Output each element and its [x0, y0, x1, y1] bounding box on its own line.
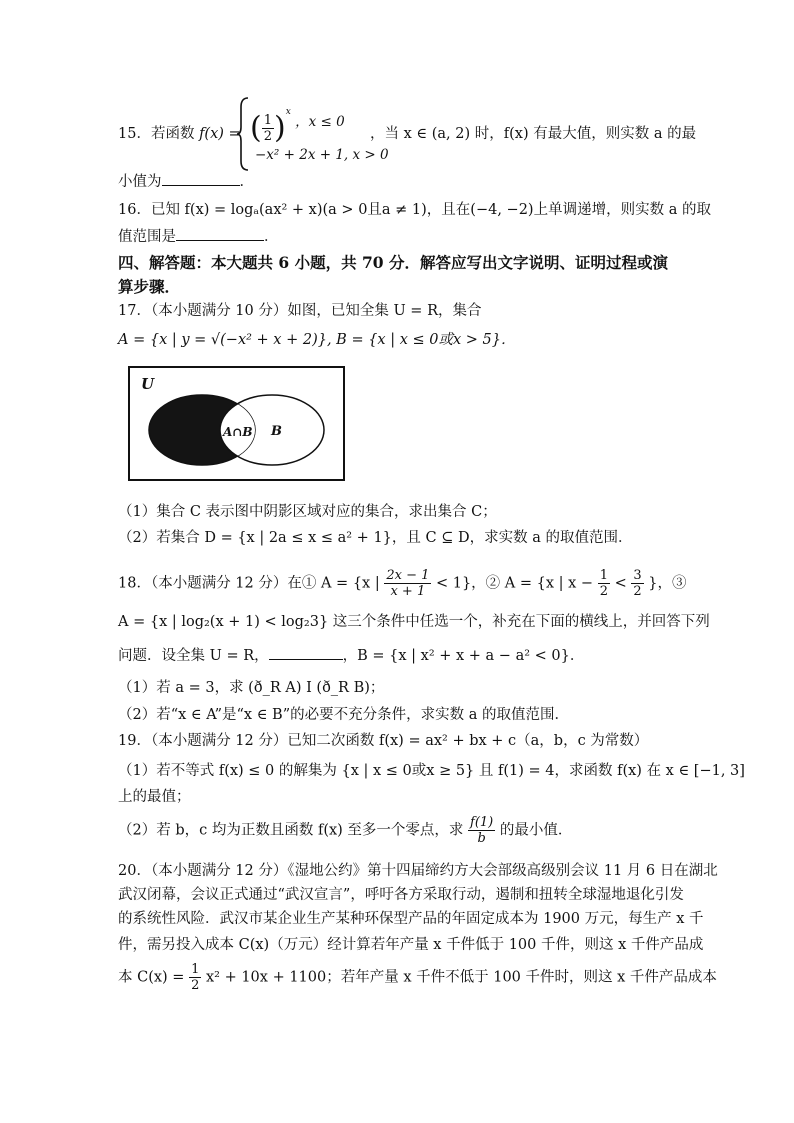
q18-frac1-den: x + 1: [390, 584, 426, 599]
q19-line2: （1）若不等式 f(x) ≤ 0 的解集为 {x | x ≤ 0或x ≥ 5} 且 f(1) = 4，求函数 f(x) 在 x ∈ [−1, 3]: [118, 763, 745, 779]
q15-half-num: 1: [263, 113, 272, 128]
q15-answer-blank[interactable]: [162, 171, 240, 186]
q15-line2: 小值为 ．: [118, 171, 254, 193]
q19-line3: 上的最值；: [118, 789, 191, 805]
q18-line1: [118, 568, 686, 599]
venn-diagram: [128, 366, 346, 482]
q15-brace: [236, 97, 250, 171]
q17-sub2: （2）若集合 D = {x | 2a ≤ x ≤ a² + 1}，且 C ⊆ D，求实数 a 的取值范围．: [118, 530, 633, 546]
q16-line1: 16．已知 f(x) = logₐ(ax² + x)(a > 0且a ≠ 1)，且在(−4, −2)上单调递增，则实数 a 的取: [118, 202, 711, 218]
q17-line1: 17．（本小题满分 10 分）如图，已知全集 U = R，集合: [118, 303, 482, 319]
q19-line4-a: （2）若 b，c 均为正数且函数 f(x) 至多一个零点，求: [118, 822, 464, 839]
q18-line3-b: ，B = {x | x² + x + a − a² < 0}．: [342, 648, 585, 664]
q15-case1-cond: ，x ≤ 0: [295, 114, 345, 130]
q18-line3-a: 问题．设全集 U = R，: [118, 648, 269, 664]
q15-case1: ( $\frac{1}{2}$ )$^x$ ，x ≤ 0: [250, 107, 345, 146]
q16-line2: 值范围是 ．: [118, 226, 279, 248]
q15-rest: ，当 x ∈ (a, 2) 时，f(x) 有最大值，则实数 a 的最: [370, 126, 697, 142]
q15-prefix: 15．若函数: [118, 126, 195, 142]
venn-label-ab: A∩B: [223, 425, 253, 439]
q18-frac3-den: 2: [633, 584, 642, 599]
q18-line1-a: 18．（本小题满分 12 分）在① A = {x |: [118, 575, 380, 592]
q18-frac3-num: 3: [633, 568, 642, 583]
q18-line1-c: <: [614, 575, 627, 592]
q18-line1-d: }，③: [648, 575, 687, 592]
q20-frac-den: 2: [191, 978, 200, 993]
section4-line1: 四、解答题：本大题共 6 小题，共 70 分．解答应写出文字说明、证明过程或演: [118, 253, 668, 272]
q18-frac2-num: 1: [599, 568, 608, 583]
q20-line1: 20．（本小题满分 12 分）《湿地公约》第十四届缔约方大会部级高级别会议 11 月 6 日在湖北: [118, 863, 718, 879]
q19-line1: 19．（本小题满分 12 分）已知二次函数 f(x) = ax² + bx + c（a，b，c 为常数）: [118, 733, 649, 749]
q20-line5-a: 本 C(x) =: [118, 969, 185, 986]
venn-label-u: U: [141, 375, 155, 393]
q18-sub2: （2）若“x ∈ A”是“x ∈ B”的必要不充分条件，求实数 a 的取值范围．: [118, 707, 569, 723]
q18-line2: A = {x | log₂(x + 1) < log₂3} 这三个条件中任选一个，补充在下面的横线上，并回答下列: [118, 614, 710, 630]
q18-line1-b: < 1}，② A = {x | x −: [435, 575, 594, 592]
q16-line2-text: 值范围是: [118, 229, 176, 245]
q18-frac1-num: 2x − 1: [386, 568, 430, 583]
q16-answer-blank[interactable]: [176, 226, 264, 241]
venn-label-b: B: [271, 424, 282, 439]
q20-line4: 件，需另投入成本 C(x)（万元）经计算若年产量 x 千件低于 100 千件，则这 x 千件产品成: [118, 937, 704, 953]
q15-line1: [118, 123, 241, 145]
q15-line2-text: 小值为: [118, 174, 162, 190]
q18-frac2-den: 2: [599, 584, 608, 599]
q18-line3: [118, 645, 584, 667]
q17-line2: A = {x | y = √(−x² + x + 2)}, B = {x | x ≤ 0或x > 5}．: [118, 332, 516, 348]
q18-sub1: （1）若 a = 3，求 (ð_R A) I (ð_R B)；: [118, 680, 385, 696]
q18-condition-blank[interactable]: [269, 645, 343, 660]
q19-frac-den: b: [477, 831, 486, 846]
q20-line5: [118, 962, 717, 993]
q20-line5-b: x² + 10x + 1100；若年产量 x 千件不低于 100 千件时，则这 x 千件产品成本: [205, 969, 717, 986]
q17-sub1: （1）集合 C 表示图中阴影区域对应的集合，求出集合 C；: [118, 504, 497, 520]
q15-case1-exp: x: [285, 107, 291, 117]
q20-line3: 的系统性风险．武汉市某企业生产某种环保型产品的年固定成本为 1900 万元，每生产 x 千: [118, 911, 704, 927]
section4-line2: 算步骤．: [118, 277, 181, 296]
q20-line2: 武汉闭幕，会议正式通过“武汉宣言”，呼吁各方采取行动，遏制和扭转全球湿地退化引发: [118, 887, 684, 903]
q20-frac-num: 1: [191, 962, 200, 977]
q15-case2: −x² + 2x + 1, x > 0: [255, 147, 389, 163]
q15-fx: f(x) =: [199, 126, 241, 142]
q15-half-den: 2: [263, 129, 272, 144]
q19-frac-num: f(1): [470, 815, 494, 830]
q19-line4: [118, 815, 572, 846]
q19-line4-b: 的最小值．: [499, 822, 573, 839]
